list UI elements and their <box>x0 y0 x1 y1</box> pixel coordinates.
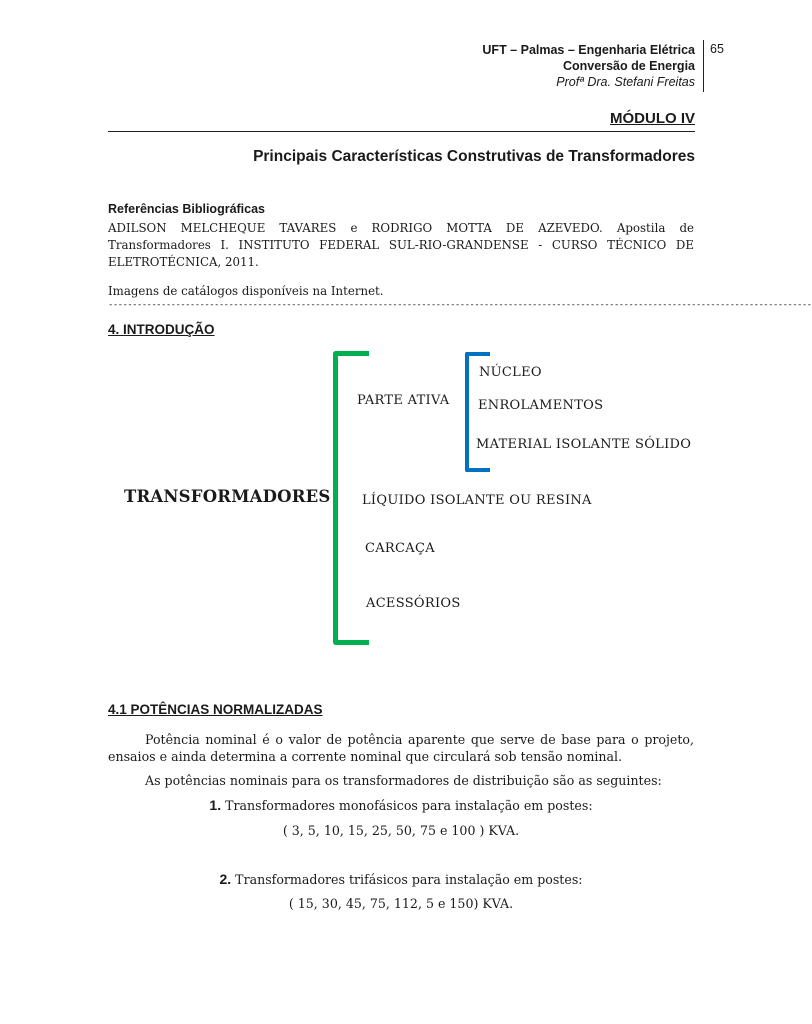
list-item-1-text: Transformadores monofásicos para instalação em postes: <box>225 798 593 813</box>
references-text: ADILSON MELCHEQUE TAVARES e RODRIGO MOTTA DE AZEVEDO. Apostila de Transformadores I. INSTITUTO FEDERAL SUL-RIO-GRANDENSE - CURSO TÉCNICO DE ELETROTÉCNICA, 2011. <box>108 221 694 269</box>
diagram-label-enrolamentos: ENROLAMENTOS <box>478 398 604 413</box>
list-item-2-values: ( 15, 30, 45, 75, 112, 5 e 150) KVA. <box>288 896 514 911</box>
list-item-1-values: ( 3, 5, 10, 15, 25, 50, 75 e 100 ) KVA. <box>282 823 520 838</box>
paragraph-potencia-nominal: Potência nominal é o valor de potência aparente que serve de base para o projeto, ensaios e ainda determina a corrente nominal que circulará sob tensão nominal. <box>108 732 694 764</box>
diagram-label-acessorios: ACESSÓRIOS <box>366 596 461 611</box>
list-item-2-text: Transformadores trifásicos para instalação em postes: <box>235 872 583 887</box>
header-subject: Conversão de Energia <box>563 59 695 73</box>
list-item-2 <box>108 871 694 888</box>
header-divider <box>703 40 704 92</box>
list-item-1 <box>108 797 694 814</box>
diagram-label-liquido-isolante: LÍQUIDO ISOLANTE OU RESINA <box>362 493 592 508</box>
document-title: Principais Características Construtivas de Transformadores <box>253 148 695 165</box>
diagram-label-nucleo: NÚCLEO <box>479 365 542 380</box>
references-heading: Referências Bibliográficas <box>108 202 266 216</box>
diagram-label-parte-ativa: PARTE ATIVA <box>357 393 450 408</box>
paragraph-potencias-distribuicao: As potências nominais para os transformadores de distribuição são as seguintes: <box>145 773 662 788</box>
page-number: 65 <box>710 42 724 56</box>
dashed-separator: -------------------------------------------------------------------------------------------------------------------------------------------------- <box>108 300 812 310</box>
header-professor: Profª Dra. Stefani Freitas <box>556 75 695 89</box>
references-extra: Imagens de catálogos disponíveis na Internet. <box>108 284 384 298</box>
diagram-label-material-isolante: MATERIAL ISOLANTE SÓLIDO <box>476 437 692 452</box>
module-label: MÓDULO IV <box>610 110 695 127</box>
diagram-root-label: TRANSFORMADORES <box>124 487 331 506</box>
header-course: UFT – Palmas – Engenharia Elétrica <box>482 43 695 57</box>
diagram-label-carcaca: CARCAÇA <box>365 541 435 556</box>
section-heading-potencias: 4.1 POTÊNCIAS NORMALIZADAS <box>108 702 323 717</box>
list-item-1-number: 1. <box>209 797 222 813</box>
section-heading-introduction: 4. INTRODUÇÃO <box>108 322 215 337</box>
list-item-2-number: 2. <box>219 871 232 887</box>
horizontal-rule <box>108 131 695 132</box>
